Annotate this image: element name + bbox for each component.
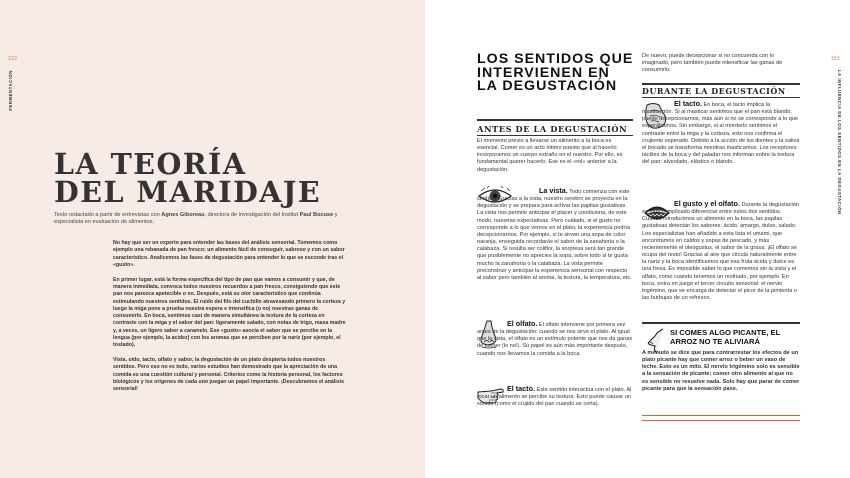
intro-paragraph: No hay que ser un experto para entender las bases del análisis sensorial. Tomemos como ejemplo una rebanada de pan fresco: un alimento fácil de conseguir, sabroso y con un sabor característico. Analicemos las fases de degustación para entender lo que se esconde tras el «gusto».	[113, 240, 345, 268]
olfato-label: El olfato.	[507, 319, 538, 328]
section-title	[477, 53, 637, 94]
antes-intro: El momento previo a llevarse un alimento a la boca es esencial. Comer es un acto íntimo puesto que al hacerlo incorporamos un cuerpo extraño en el nuestro. Por ello, es fundamental querer hacerlo. Ese es el «rol» anterior a la degustación.	[477, 138, 623, 173]
side-label: FERMENTACIÓN	[8, 70, 13, 111]
gusto-text: Durante la degustación es muy complicado diferenciar entre estos dos sentidos. Cuando introducimos un alimento en la boca, las papilas gustativas detectan los sabores: ácido, amargo, dulce, salado. Los especialistas han añadido a esta lista el umami, que encontramos en caldos y sopas de pescado, y más recientemente el oleogustus, el sabor de la grasa. ¡El olfato se ocupa del resto! Gracias al aire que circula naturalmente entre la nariz y la boca identificamos que esa fruta ácida y dulce es una fresa. Es imposible saber lo que comemos sin la vista y el olfato, como cuando tenemos un resfriado, por ejemplo. En boca, entra en juego el tercer circuito sensorial: el nervio trigémino, que se encarga de detectar el picor de la pimienta o las burbujas de un refresco.	[642, 202, 799, 302]
tacto2-label: El tacto.	[674, 99, 702, 108]
olfato-paragraph	[477, 320, 633, 358]
divider	[642, 97, 800, 98]
credit-name: Paul Bocuse	[299, 212, 334, 218]
tacto2-paragraph	[642, 100, 800, 166]
tacto-label: El tacto.	[507, 384, 535, 393]
subheading-antes: ANTES DE LA DEGUSTACIÓN	[477, 124, 628, 134]
divider	[642, 322, 800, 324]
credit-text: Texto redactado a partir de entrevistas con	[54, 212, 162, 218]
credit-text: , directora de investigación del Institut	[204, 212, 300, 218]
gusto-paragraph	[642, 200, 800, 302]
tacto-paragraph	[477, 385, 633, 408]
title-line: LOS SENTIDOS QUE	[477, 51, 634, 67]
olfato-text: El olfato interviene por primera vez antes de la degustación: cuando se nos sirve el plato. Al igual que la vista, el olfato es un estímulo potente que nos da ganas de comer (lo no!). Su papel es aún más importante después, cuando nos llevamos la comida a la boca.	[477, 322, 633, 357]
vista-paragraph	[477, 187, 633, 282]
right-page	[425, 0, 850, 478]
title-line: INTERVIENEN EN	[477, 64, 610, 81]
box-text: A menudo se dice que para contrarrestar los efectos de un plato picante hay que comer arroz o beber un vaso de leche. Esto es un mito. El nervio trigémino solo es sensible a la sensación de picante; comer otro alimento al que no es sensible no resuelve nada. Solo hay que parar de comer picante para que la sensación pase.	[642, 350, 800, 392]
box-title: SI COMES ALGO PICANTE, EL ARROZ NO TE ALIVIARÁ	[670, 328, 781, 346]
tacto-text: Este sentido interactúa con el plato. Al tocar un alimento se percibe su textura. Esto puede causar un sonido (como el crujido del pan cuando se corta).	[477, 387, 632, 408]
accent-rule	[642, 420, 800, 421]
page-number: 153	[830, 56, 840, 62]
title-line: LA TEORÍA	[54, 147, 247, 181]
vista-label: La vista.	[539, 186, 568, 195]
tacto2-text: En boca, el tacto implica la masticación. Si al masticar sentimos que el pan está blando, puede decepcionarnos, más aún si no se corresponde a lo que esperábamos. Sin embargo, si al morderlo sentimos el contraste entre la miga y la corteza, esto nos confirma el crujiente esperado. Debido a la acción de los dientes y la saliva el bocado se transforma mientras masticamos. Los receptores táctiles de la boca y del paladar nos informan sobre la textura del pan: alveolado, elástico o blando.	[642, 102, 800, 166]
side-label: LA INFLUENCIA DE LOS SENTIDOS EN LA DEGUSTACIÓN	[837, 70, 842, 215]
divider	[477, 119, 633, 121]
divider	[642, 83, 800, 85]
subheading-durante: DURANTE LA DEGUSTACIÓN	[642, 87, 786, 96]
page-number: 152	[8, 56, 18, 62]
gusto-label: El gusto y el olfato.	[674, 199, 740, 208]
page-title	[54, 147, 354, 209]
accent-rule	[642, 415, 800, 416]
title-line: LA DEGUSTACIÓN	[477, 78, 618, 95]
vista-text: Todo comienza con este sentido. Gracias a la vista, nuestro cerebro se proyecta en la degustación y se prepara para activar las papilas gustativas. La vista nos permite anticipar el placer y condiciona, de este modo, nuestras expectativas. Pero cuidado, si el gusto no corresponde a lo que vemos en el plato, la experiencia podría decepcionarnos. Por ejemplo, si te sirven una sopa de color naranja, enseguida recordarás el sabor de la zanahoria o la calabaza. Si resulta ser coliflor, la sorpresa será tan grande que posiblemente no aprecies la sopa, sobre todo si te gusta mucho la zanahoria o la calabaza. La vista permite preconstruir y anticipar la experiencia sensorial con respecto al sabor pero también al aroma, la textura, la temperatura, etc.	[477, 189, 632, 281]
col2-continuation: De nuevo, puede decepcionar si no concuerda con lo imaginado, pero también puede intensificar las ganas de consumirlo.	[642, 53, 783, 74]
credit-text: y especialista en evaluación de alimentos.	[54, 212, 338, 226]
intro-text	[113, 240, 349, 401]
intro-paragraph: Vista, oído, tacto, olfato y sabor, la degustación de un plato despierta todos nuestros sentidos. Pero eso no es todo, varios estudios han demostrado que la apreciación de una comida es una cuestión cultural y personal. Criterios como la historia personal, los factores biológicos y los orígenes de cada uno juegan un papel importante. ¡Descubramos el análisis sensorial!	[113, 357, 345, 393]
divider	[477, 135, 633, 136]
credit-line	[54, 212, 344, 226]
credit-name: Agnes Giboreau	[161, 212, 205, 218]
title-line: DEL MARIDAJE	[54, 175, 322, 209]
intro-paragraph: En primer lugar, está la forma específica del tipo de pan que vamos a consumir y que, de manera inmediata, convoca todos nuestros recuerdos a pan fresco, consiguiendo que este pan nos parezca apetecible o no. Después, está su olor característico que continúa estimulando nuestros sentidos. El ruido del filo del cuchillo atravesando primero la corteza y luego la miga pone a prueba nuestra espera e intensifica (o no) nuestras ganas de consumirlo. En boca, sentimos casi de manera simultánea la textura de la corteza en contraste con la miga y el sabor del pan: ligeramente salado, con notas de trigo, masa madre y, a veces, un ligero sabor a caramelo. Ese «gusto» asocia el sabor que se percibe en la lengua (por ejemplo, la acidez) con los aromas que se perciben por la nariz (por ejemplo, el tostado).	[113, 276, 346, 349]
